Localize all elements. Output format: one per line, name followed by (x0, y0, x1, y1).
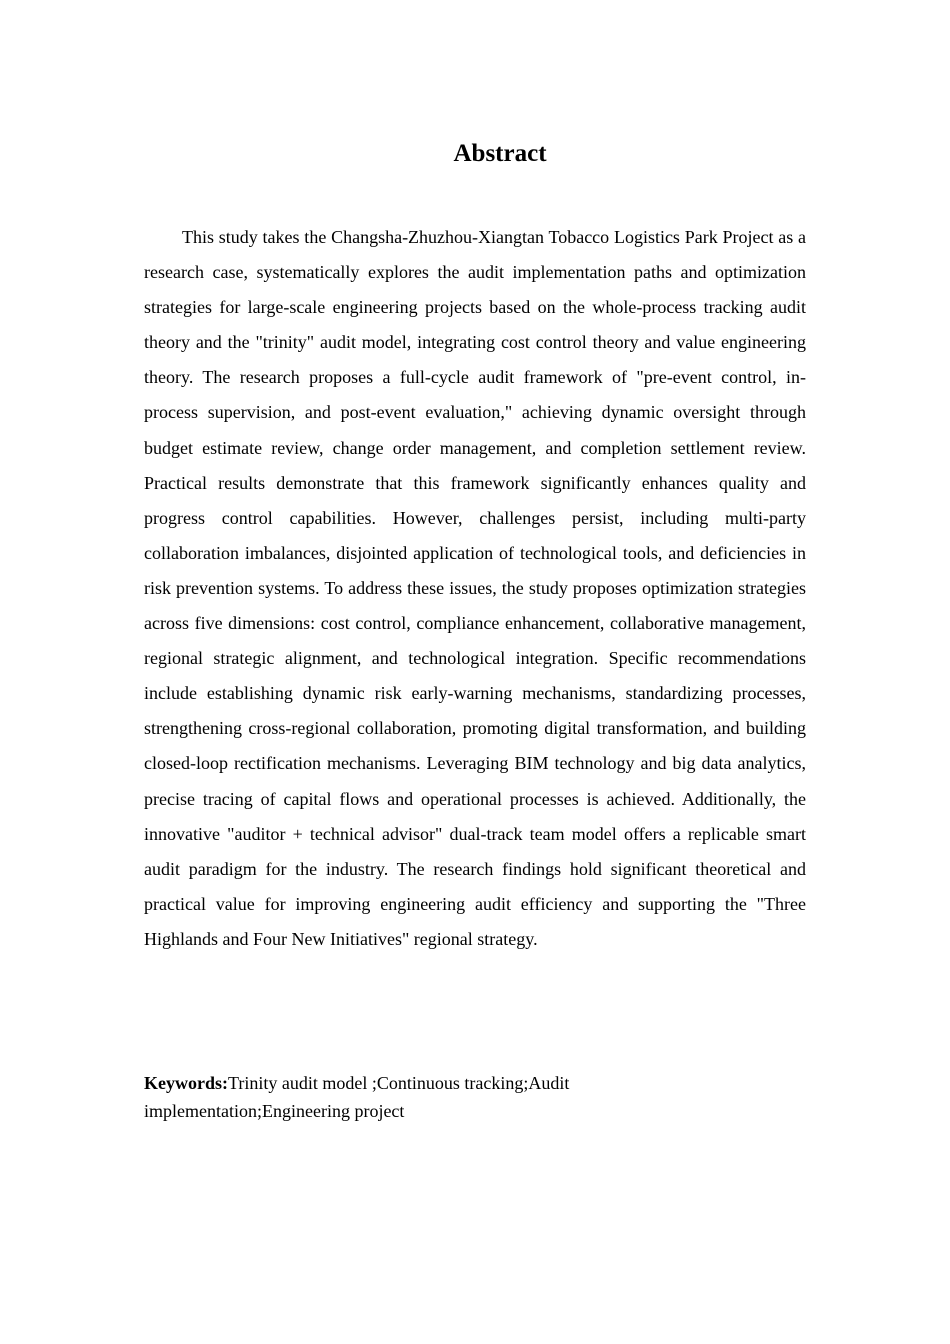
keywords-line (144, 1069, 614, 1125)
keywords-text: Trinity audit model ;Continuous tracking;Audit implementation;Engineering project (144, 1073, 570, 1121)
keywords-label: Keywords: (144, 1073, 228, 1093)
abstract-title: Abstract (453, 140, 547, 167)
abstract-paragraph: This study takes the Changsha-Zhuzhou-Xiangtan Tobacco Logistics Park Project as a research case, systematically explores the audit implementation paths and optimization strategies for large-scale engineering projects based on the whole-process tracking audit theory and the "trinity" audit model, integrating cost control theory and value engineering theory. The research proposes a full-cycle audit framework of "pre-event control, in-process supervision, and post-event evaluation," achieving dynamic oversight through budget estimate review, change order management, and completion settlement review. Practical results demonstrate that this framework significantly enhances quality and progress control capabilities. However, challenges persist, including multi-party collaboration imbalances, disjointed application of technological tools, and deficiencies in risk prevention systems. To address these issues, the study proposes optimization strategies across five dimensions: cost control, compliance enhancement, collaborative management, regional strategic alignment, and technological integration. Specific recommendations include establishing dynamic risk early-warning mechanisms, standardizing processes, strengthening cross-regional collaboration, promoting digital transformation, and building closed-loop rectification mechanisms. Leveraging BIM technology and big data analytics, precise tracing of capital flows and operational processes is achieved. Additionally, the innovative "auditor + technical advisor" dual-track team model offers a replicable smart audit paradigm for the industry. The research findings hold significant theoretical and practical value for improving engineering audit efficiency and supporting the "Three Highlands and Four New Initiatives" regional strategy. (144, 227, 806, 949)
